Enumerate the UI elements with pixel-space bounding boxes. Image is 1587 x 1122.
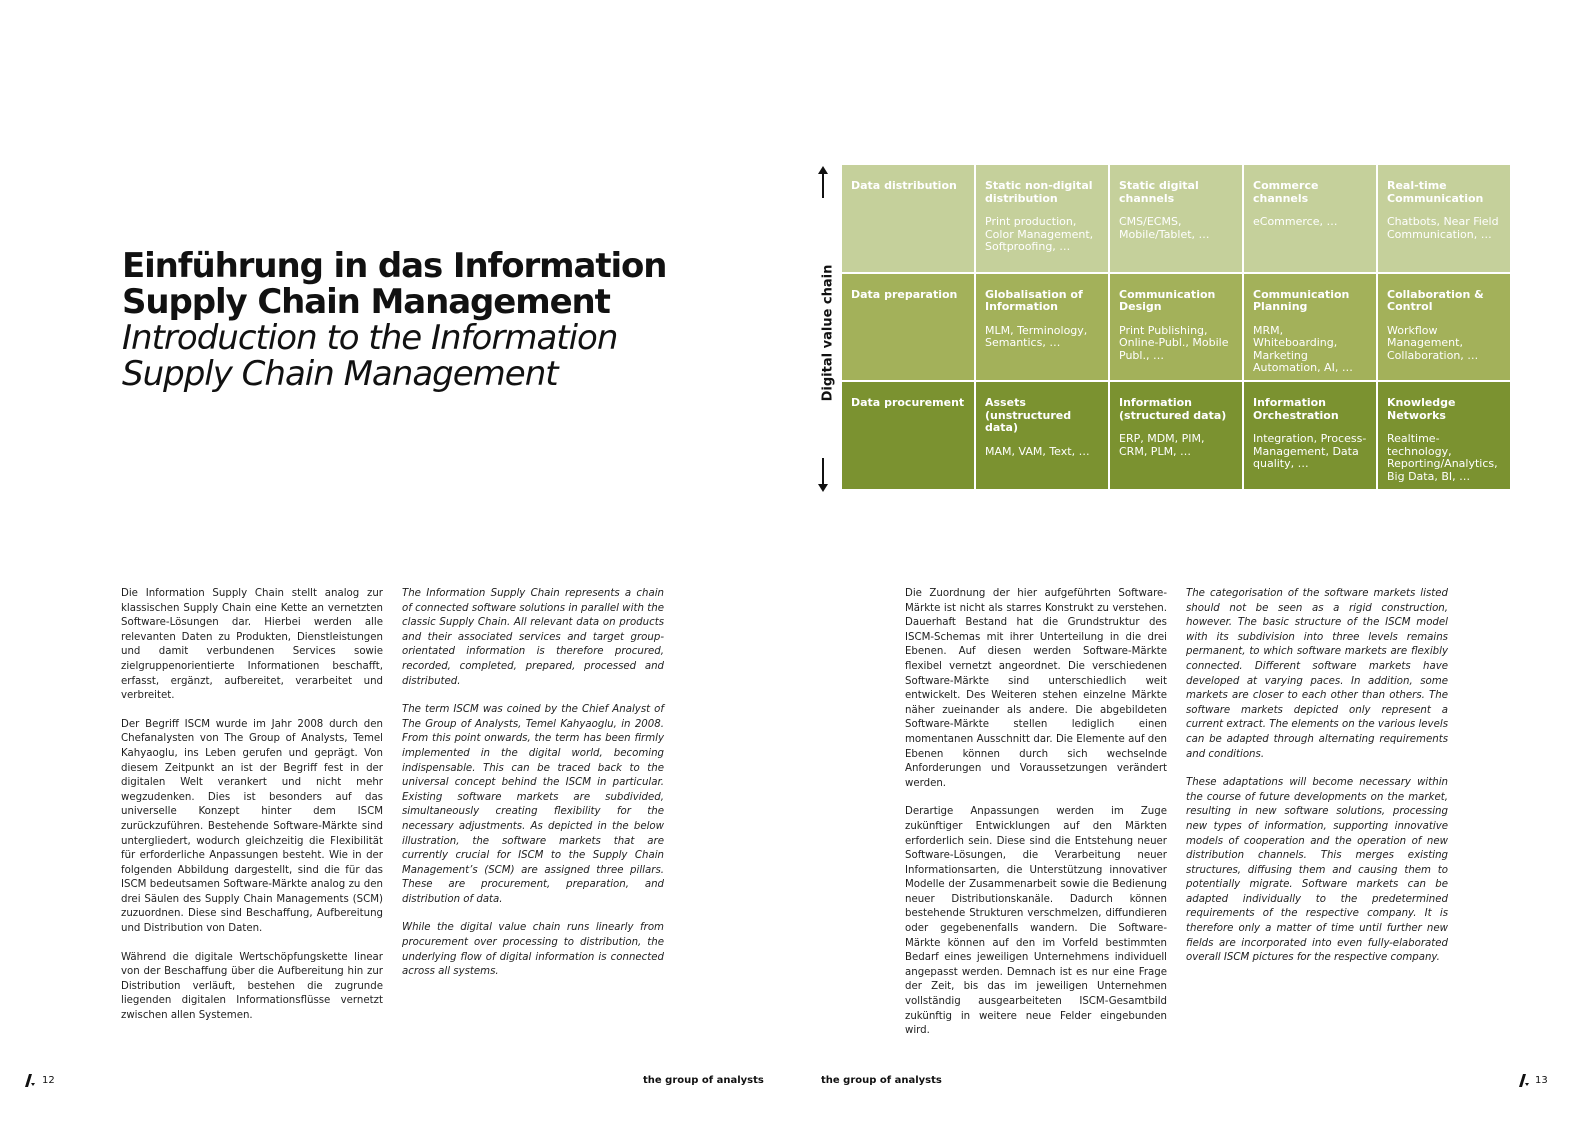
grid-cell	[1110, 382, 1242, 489]
paragraph: These adaptations will become necessary within the course of future developments on the market, resulting in new software solutions, processing new types of information, supporting innovative models of cooperation and the operation of new distribution channels. This merges existing structures, diffusing them and causing them to potentially migrate. Software markets can be adapted individually to the predetermined requirements of the respective company. It is therefore only a matter of time until further new fields are incorporated into even fully-elaborated overall ISCM pictures for the respective company.	[1186, 777, 1448, 964]
title-german	[122, 248, 762, 320]
cell-heading: Globalisation of Information	[985, 287, 1083, 314]
grid-cell	[1378, 165, 1510, 272]
paragraph: The term ISCM was coined by the Chief Analyst of The Group of Analysts, Temel Kahyaoglu, in 2008. From this point onwards, the term has been firmly implemented in the digital world, becoming indispensable. This can be traced back to the universal concept behind the ISCM in particular. Existing software markets are subdivided, simultaneously creating flexibility for the necessary adjustments. As depicted in the below illustration, the software markets that are currently crucial for ISCM to the Supply Chain Management’s (SCM) are assigned three pillars. These are procurement, preparation, and distribution of data.	[402, 704, 664, 905]
grid-cell	[1110, 165, 1242, 272]
grid-cell	[842, 382, 974, 489]
body-column-english-right	[1186, 587, 1448, 980]
axis-line-top	[822, 170, 824, 198]
cell-heading: Data distribution	[851, 179, 957, 192]
paragraph: The Information Supply Chain represents a chain of connected software solutions in parallel with the classic Supply Chain. All relevant data on products and their associated services and target group-orientated information is therefore procured, recorded, completed, prepared, processed and distributed.	[402, 588, 664, 687]
paragraph: Während die digitale Wertschöpfungskette linear von der Beschaffung über die Aufbereitung hin zur Distribution verläuft, bestehen die zugrunde liegenden digitalen Informationsflüsse vernetzt zwischen allen Systemen.	[121, 951, 383, 1022]
cell-heading: Knowledge Networks	[1387, 396, 1456, 422]
cell-detail: MAM, VAM, Text, …	[985, 444, 1090, 458]
grid-cell	[976, 382, 1108, 489]
paragraph: While the digital value chain runs linearly from procurement over processing to distribution, the underlying flow of digital information is connected across all systems.	[402, 922, 664, 978]
cell-detail: eCommerce, …	[1253, 215, 1338, 228]
body-column-english-left	[402, 587, 664, 994]
cell-heading: Communication Design	[1119, 287, 1216, 314]
cell-detail: CMS/ECMS, Mobile/Tablet, …	[1119, 215, 1210, 241]
cell-detail: MLM, Terminology, Semantics, …	[985, 323, 1088, 350]
paragraph: Die Zuordnung der hier aufgeführten Software-Märkte ist nicht als starres Konstrukt zu verstehen. Dauerhaft Bestand hat die Grundstruktur des ISCM-Schemas mit ihrer Unterteilung in die drei Ebenen. Auf diesen werden Software-Märkte flexibel vernetzt angeordnet. Die verschiedenen Software-Märkte sind unterschiedlich weit entwickelt. Des Weiteren stehen einzelne Märkte näher zueinander als andere. Die abgebildeten Software-Märkte stellen lediglich einen momentanen Ausschnitt dar. Die Elemente auf den Ebenen können durch sich wechselnde Anforderungen und Voraussetzungen verändert werden.	[905, 588, 1167, 789]
grid-cell	[976, 274, 1108, 381]
cell-detail: Chatbots, Near Field Communication, …	[1387, 215, 1499, 241]
paragraph: Die Information Supply Chain stellt analog zur klassischen Supply Chain eine Kette an vernetzten Software-Lösungen dar. Hierbei werden alle relevanten Daten zu Produkten, Dienstleistungen und damit verbundenen Services sowie zielgruppenorientierte Informationen beschafft, erfasst, ergänzt, aufbereitet, verarbeitet und verbreitet.	[121, 588, 383, 702]
title-english	[122, 320, 762, 392]
cell-detail: ERP, MDM, PIM, CRM, PLM, …	[1119, 432, 1205, 458]
cell-heading: Data preparation	[851, 287, 958, 301]
iscm-grid	[842, 165, 1510, 489]
cell-detail: Integration, Process-Management, Data quality, …	[1253, 432, 1367, 471]
grid-cell	[1244, 382, 1376, 489]
cell-detail: Workflow Management, Collaboration, …	[1387, 323, 1479, 362]
grid-cell	[842, 274, 974, 381]
cell-heading: Data procurement	[851, 396, 965, 410]
cell-detail: Realtime-technology, Reporting/Analytics, Big Data, BI, …	[1387, 432, 1498, 483]
page-number-left: 12	[42, 1075, 55, 1086]
paragraph: Der Begriff ISCM wurde im Jahr 2008 durch den Chefanalysten von The Group of Analysts, Temel Kahyaoglu, ins Leben gerufen und geprägt. Von diesem Zeitpunkt an ist der Begriff fest in der digitalen Welt verankert und nicht mehr wegzudenken. Dies ist besonders auf das universelle Konzept hinter dem ISCM zurückzuführen. Bestehende Software-Märkte sind untergliedert, wodurch gleichzeitig die Flexibilität für erforderliche Anpassungen besteht. Wie in der folgenden Abbildung dargestellt, sind die für das ISCM bedeutsamen Software-Märkte analog zu den drei Säulen des Supply Chain Managements (SCM) zuzuordnen. Diese sind Beschaffung, Aufbereitung und Distribution von Daten.	[121, 718, 383, 935]
grid-cell	[842, 165, 974, 272]
grid-cell	[1378, 382, 1510, 489]
cell-heading: Static non-digital distribution	[985, 179, 1093, 205]
cell-heading: Information (structured data)	[1119, 396, 1227, 422]
grid-cell	[976, 165, 1108, 272]
cell-heading: Real-time Communication	[1387, 179, 1484, 205]
page-title	[122, 248, 762, 392]
arrow-down-icon	[818, 484, 828, 492]
footer-brand-left: the group of analysts	[643, 1075, 764, 1086]
cell-heading: Communication Planning	[1253, 287, 1350, 314]
grid-cell	[1110, 274, 1242, 381]
logo-mark-icon	[22, 1073, 36, 1087]
body-column-german-left	[121, 587, 383, 1038]
title-english-line1: Introduction to the Information	[122, 318, 618, 358]
cell-heading: Static digital channels	[1119, 179, 1199, 205]
paragraph: Derartige Anpassungen werden im Zuge zukünftiger Entwicklungen auf den Märkten erforderlich sein. Diese sind die Entstehung neuer Software-Lösungen, die Verarbeitung neuer Informationsarten, die Unterstützung innovativer Modelle der Zusammenarbeit sowie die Bedienung neuer Distributionskanäle. Dadurch können bestehende Strukturen verschmelzen, diffundieren oder gegebenenfalls wandern. Die Software-Märkte können auf den im Vorfeld bestimmten Bedarf eines jeweiligen Unternehmens individuell angepasst werden. Demnach ist es nur eine Frage der Zeit, bis das im jeweiligen Unternehmen vollständig ausgearbeiteten ISCM-Gesamtbild zukünftig in weitere neue Felder eingebunden wird.	[905, 806, 1167, 1037]
cell-heading: Collaboration & Control	[1387, 287, 1484, 314]
cell-heading: Assets (unstructured data)	[985, 396, 1072, 435]
cell-heading: Information Orchestration	[1253, 396, 1339, 422]
title-german-line2: Supply Chain Management	[122, 282, 610, 322]
footer-brand-right: the group of analysts	[821, 1075, 942, 1086]
title-english-line2: Supply Chain Management	[122, 354, 558, 394]
grid-cell	[1244, 274, 1376, 381]
body-column-german-right	[905, 587, 1167, 1053]
cell-detail: MRM, Whiteboarding, Marketing Automation, AI, …	[1253, 323, 1353, 375]
page-number-right: 13	[1535, 1075, 1548, 1086]
cell-detail: Print Publishing, Online-Publ., Mobile Publ., …	[1119, 323, 1229, 362]
grid-cell	[1244, 165, 1376, 272]
grid-cell	[1378, 274, 1510, 381]
axis-line-bottom	[822, 458, 824, 486]
logo-mark-icon	[1516, 1073, 1530, 1087]
axis-label: Digital value chain	[820, 264, 836, 402]
cell-heading: Commerce channels	[1253, 179, 1319, 205]
cell-detail: Print production, Color Management, Softproofing, …	[985, 215, 1094, 253]
paragraph: The categorisation of the software markets listed should not be seen as a rigid construction, however. The basic structure of the ISCM model with its subdivision into three levels remains permanent, to which software markets are flexibly connected. Different software markets have developed at varying paces. In addition, some markets are closer to each other than others. The software markets depicted only represent a current extract. The elements on the various levels can be adapted through alternating requirements and conditions.	[1186, 588, 1448, 760]
title-german-line1: Einführung in das Information	[122, 246, 667, 286]
